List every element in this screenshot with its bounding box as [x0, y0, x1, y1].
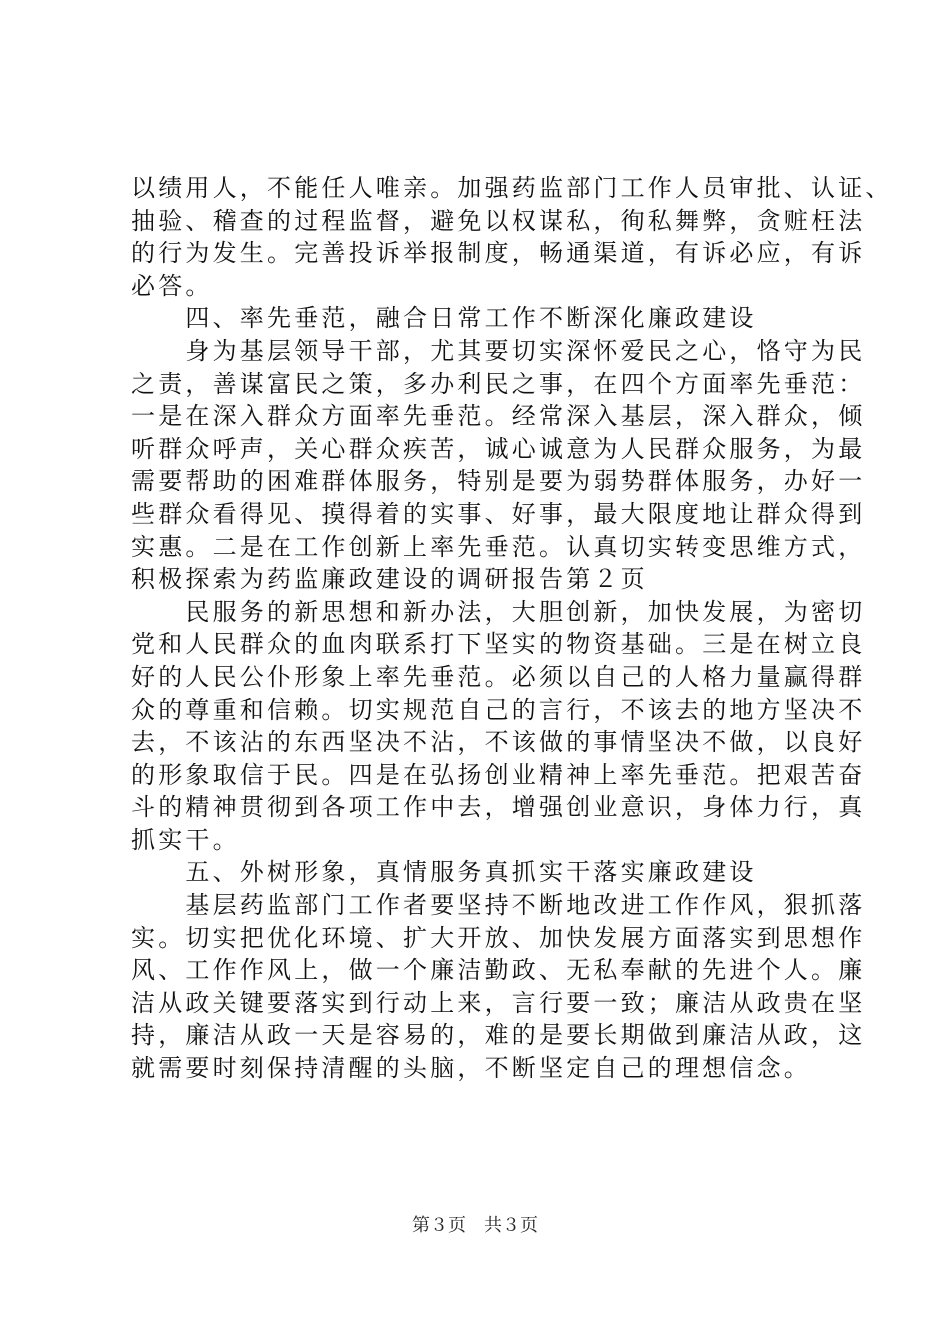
text-line: 听群众呼声，关心群众疾苦，诚心诚意为人民群众服务，为最 [131, 434, 866, 463]
text-line: 抽验、稽查的过程监督，避免以权谋私，徇私舞弊，贪赃枉法 [131, 206, 866, 235]
text-line: 实惠。二是在工作创新上率先垂范。认真切实转变思维方式， [131, 532, 866, 561]
text-line: 众的尊重和信赖。切实规范自己的言行，不该去的地方坚决不 [131, 695, 866, 724]
text-line: 之责，善谋富民之策，多办利民之事，在四个方面率先垂范： [131, 369, 866, 398]
text-line: 的形象取信于民。四是在弘扬创业精神上率先垂范。把艰苦奋 [131, 760, 866, 789]
text-line: 基层药监部门工作者要坚持不断地改进工作作风，狠抓落 [131, 891, 866, 920]
text-line: 一是在深入群众方面率先垂范。经常深入基层，深入群众，倾 [131, 402, 866, 431]
text-line: 风、工作作风上，做一个廉洁勤政、无私奉献的先进个人。廉 [131, 956, 866, 985]
text-line: 身为基层领导干部，尤其要切实深怀爱民之心，恪守为民 [131, 336, 866, 365]
text-line: 实。切实把优化环境、扩大开放、加快发展方面落实到思想作 [131, 923, 866, 952]
text-line: 以绩用人，不能任人唯亲。加强药监部门工作人员审批、认证、 [131, 174, 893, 202]
text-line: 去，不该沾的东西坚决不沾，不该做的事情坚决不做，以良好 [131, 728, 866, 757]
text-line: 需要帮助的困难群体服务，特别是要为弱势群体服务，办好一 [131, 467, 866, 496]
text-line: 党和人民群众的血肉联系打下坚实的物资基础。三是在树立良 [131, 630, 866, 659]
text-line: 些群众看得见、摸得着的实事、好事，最大限度地让群众得到 [131, 499, 866, 528]
document-body [131, 172, 893, 1085]
text-line: 的行为发生。完善投诉举报制度，畅通渠道，有诉必应，有诉 [131, 239, 866, 268]
text-line: 积极探索为药监廉政建设的调研报告第２页 [131, 565, 648, 594]
text-line: 抓实干。 [131, 825, 240, 854]
text-line: 好的人民公仆形象上率先垂范。必须以自己的人格力量赢得群 [131, 662, 866, 691]
text-line: 民服务的新思想和新办法，大胆创新，加快发展，为密切 [131, 597, 866, 626]
text-line: 就需要时刻保持清醒的头脑，不断坚定自己的理想信念。 [131, 1054, 811, 1083]
text-line: 必答。 [131, 271, 213, 300]
text-line: 洁从政关键要落实到行动上来，言行要一致；廉洁从政贵在坚 [131, 988, 866, 1017]
section-heading: 四、率先垂范，融合日常工作不断深化廉政建设 [131, 304, 757, 333]
section-heading: 五、外树形象，真情服务真抓实干落实廉政建设 [131, 858, 757, 887]
text-line: 持，廉洁从政一天是容易的，难的是要长期做到廉洁从政，这 [131, 1021, 866, 1050]
page-footer: 第３页 共３页 [412, 1215, 538, 1236]
text-line: 斗的精神贯彻到各项工作中去，增强创业意识，身体力行，真 [131, 793, 866, 822]
